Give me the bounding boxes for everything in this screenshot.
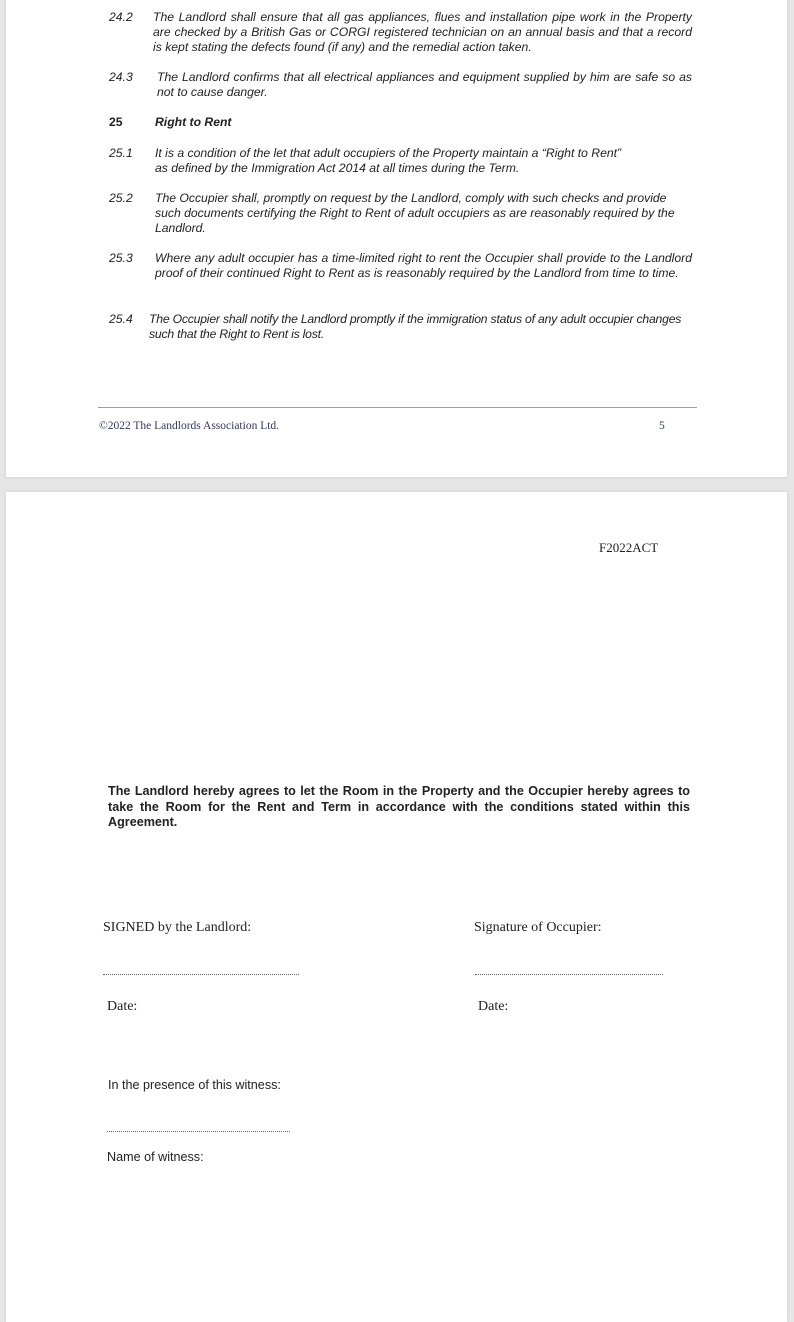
signature-of-occupier-label: Signature of Occupier: bbox=[474, 920, 602, 935]
clause-number: 25.1 bbox=[109, 146, 133, 160]
clause-text: The Landlord shall ensure that all gas appliances, flues and installation pipe work in the Property are checked by a British Gas or CORGI registered technician on an annual basis and that a record is kept stating the defects found (if any) and the remedial action taken. bbox=[153, 10, 692, 54]
occupier-date-label: Date: bbox=[478, 999, 509, 1014]
section-title: Right to Rent bbox=[155, 115, 232, 129]
clause-number: 24.2 bbox=[109, 10, 133, 24]
clause-number: 25.4 bbox=[109, 312, 133, 326]
clause-text: The Occupier shall notify the Landlord promptly if the immigration status of any adult occupier changes such that the Right to Rent is lost. bbox=[149, 312, 682, 341]
witness-name-label: Name of witness: bbox=[107, 1150, 204, 1164]
landlord-date-label: Date: bbox=[107, 999, 138, 1014]
section-number: 25 bbox=[109, 115, 123, 129]
occupier-signature-line[interactable] bbox=[475, 974, 663, 975]
clause-text: The Landlord confirms that all electrical appliances and equipment supplied by him are safe so as not to cause danger. bbox=[157, 70, 692, 99]
signed-by-landlord-label: SIGNED by the Landlord: bbox=[103, 920, 252, 935]
footer-copyright: ©2022 The Landlords Association Ltd. bbox=[99, 420, 280, 432]
clause-text: The Occupier shall, promptly on request by the Landlord, comply with such checks and provide such documents certifying the Right to Rent of adult occupiers as are reasonably required by the Landlord. bbox=[155, 191, 675, 235]
witness-presence-label: In the presence of this witness: bbox=[108, 1078, 281, 1092]
form-code: F2022ACT bbox=[599, 540, 659, 555]
document-page-5 bbox=[6, 0, 787, 477]
footer-divider bbox=[98, 407, 697, 408]
clause-text: Where any adult occupier has a time-limited right to rent the Occupier shall provide to the Landlord proof of their continued Right to Rent as is reasonably required by the Landlord from time to time. bbox=[155, 251, 692, 280]
clause-text: It is a condition of the let that adult occupiers of the Property maintain a “Right to Rent” as defined by the Immigration Act 2014 at all times during the Term. bbox=[155, 146, 622, 175]
document-page-signatures bbox=[6, 492, 787, 1322]
clause-number: 25.3 bbox=[109, 251, 133, 265]
footer-page-number: 5 bbox=[659, 420, 665, 432]
witness-signature-line[interactable] bbox=[107, 1131, 290, 1132]
agreement-statement: The Landlord hereby agrees to let the Room in the Property and the Occupier hereby agrees to take the Room for the Rent and Term in accordance with the conditions stated within this Agreement. bbox=[108, 784, 690, 829]
clause-number: 25.2 bbox=[109, 191, 133, 205]
clause-number: 24.3 bbox=[109, 70, 133, 84]
landlord-signature-line[interactable] bbox=[103, 974, 299, 975]
